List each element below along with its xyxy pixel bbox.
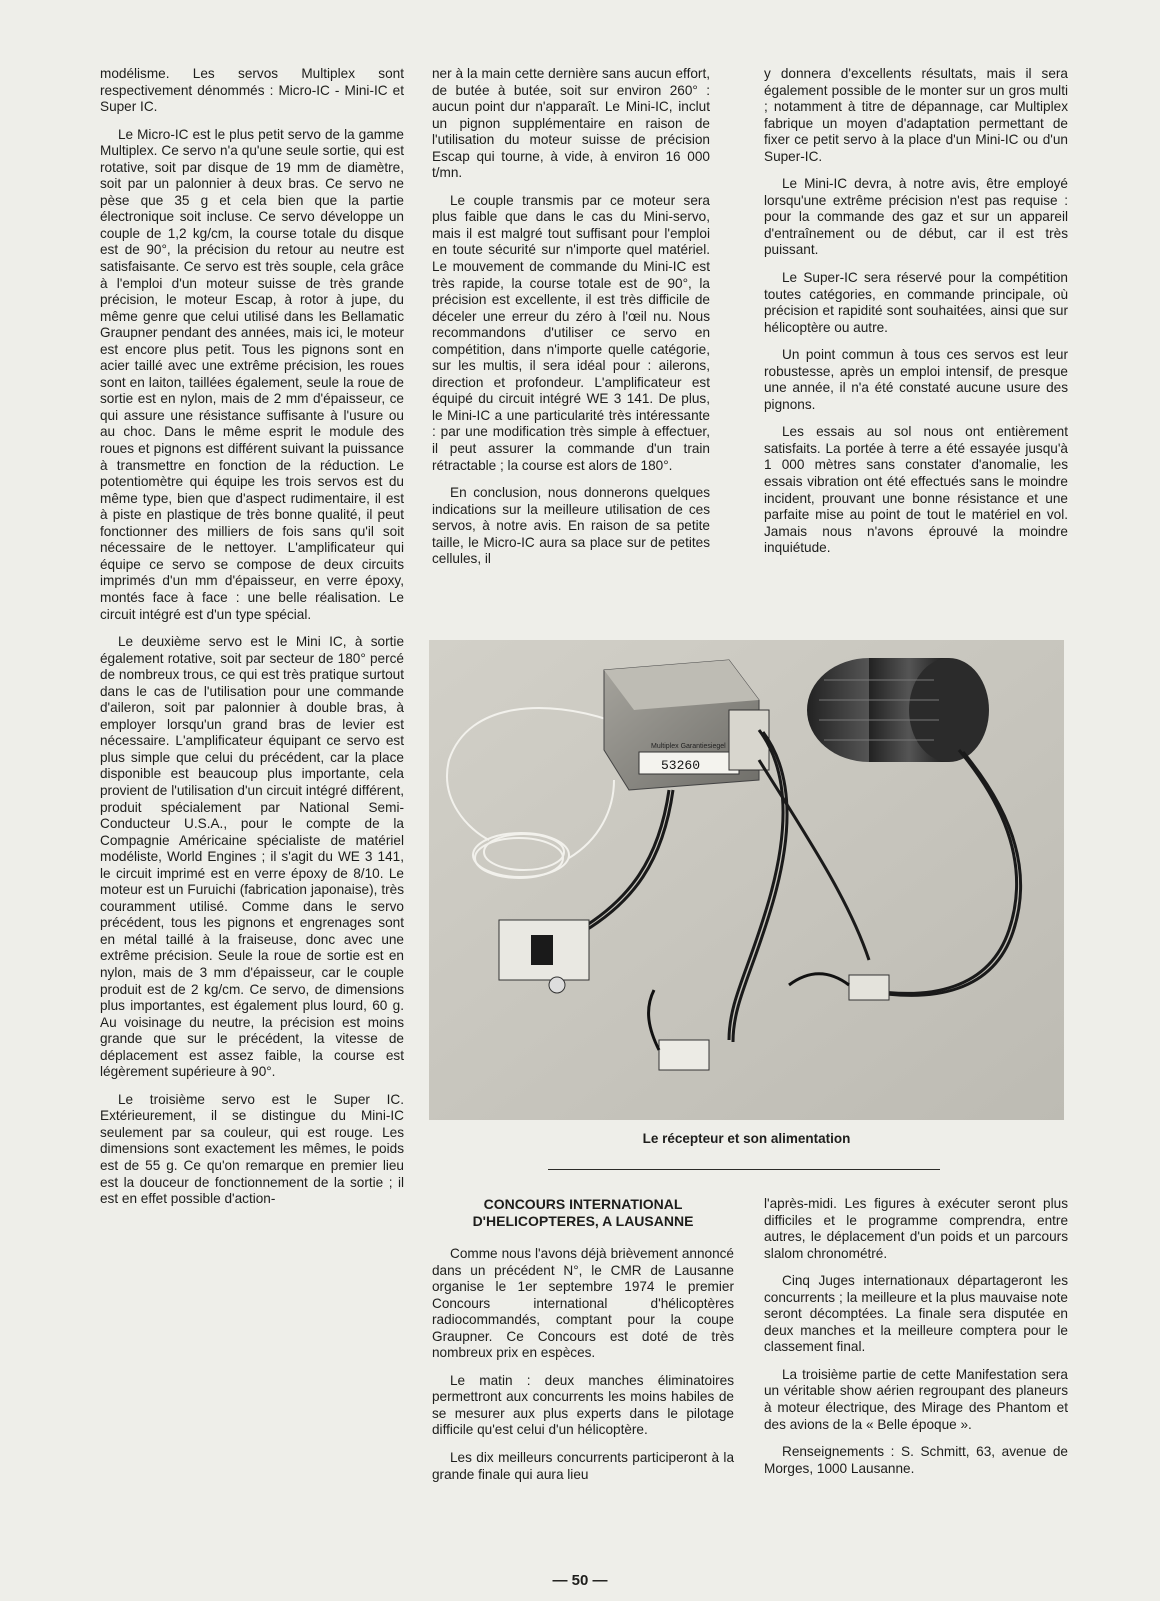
receiver-label: Multiplex Garantiesiegel <box>651 743 726 750</box>
paragraph: Le matin : deux manches éliminatoires permettront aux concurrents les moins habiles de se mesurer aux plus experts dans le pilotage difficile qu'est celui d'un hélicoptère. <box>432 1372 734 1438</box>
receiver-and-battery-image <box>429 640 1064 1120</box>
paragraph: Le Micro-IC est le plus petit servo de la gamme Multiplex. Ce servo n'a qu'une seule sortie, qui est rotative, soit par disque de 19 mm de diamètre, soit par un palonnier à deux bras. Ce servo ne pèse que 35 g et cela bien que la partie électronique soit incluse. Ce servo développe un couple de 1,2 kg/cm, la course totale du disque est de 90°, la précision du retour au neutre est satisfaisante. Ce servo est très souple, cela grâce à l'emploi d'un moteur suisse de très grande précision, le moteur Escap, à rotor à jupe, du même genre que celui utilisé dans les Bellamatic Graupner pendant des années, mais ici, le moteur est encore plus petit. Tous les pignons sont en acier taillé avec une extrême précision, les roues sont en laiton, taillées également, seule la roue de sortie est en nylon, mais de 2 mm d'épaisseur, ce qui assure une résistance suffisante à l'usure ou au choc. Dans le même esprit le module des roues et pignons est différent suivant la puissance à transmettre en fonction de la réduction. Le potentiomètre qui équipe les trois servos est du même type, bien que d'aspect rudimentaire, il est à piste en plastique de très bonne qualité, il peut fonctionner des milliers de fois sans qu'il soit nécessaire de le nettoyer. L'amplificateur qui équipe ce servo se compose de deux circuits imprimés d'un mm d'épaisseur, en verre époxy, montés face à face : une belle réalisation. Le circuit intégré est d'un type spécial. <box>100 126 404 622</box>
paragraph: Les dix meilleurs concurrents participeront à la grande finale qui aura lieu <box>432 1450 734 1482</box>
title-line: D'HELICOPTERES, A LAUSANNE <box>472 1213 694 1229</box>
article-column-2 <box>432 66 710 579</box>
page-number: — 50 — <box>552 1572 608 1589</box>
paragraph: Renseignements : S. Schmitt, 63, avenue de Morges, 1000 Lausanne. <box>764 1444 1068 1476</box>
paragraph: Le couple transmis par ce moteur sera plus faible que dans le cas du Mini-servo, mais il est malgré tout suffisant pour l'emploi en toute sécurité sur n'importe quel matériel. Le mouvement de commande du Mini-IC est très rapide, la course totale est de 90°, la précision est excellente, il est très difficile de déceler une erreur du zéro à l'œil nu. Nous recommandons d'utiliser ce servo en compétition, dans n'importe quelle catégorie, sur les multis, il sera idéal pour : ailerons, direction et profondeur. L'amplificateur est équipé du circuit intégré WE 3 141. De plus, le Mini-IC a une particularité très intéressante : par une modification très simple à effectuer, il peut assurer la commande d'un train rétractable ; la course est alors de 180°. <box>432 192 710 473</box>
receiver-photo <box>429 640 1064 1120</box>
paragraph: modélisme. Les servos Multiplex sont respectivement dénommés : Micro-IC - Mini-IC et Super IC. <box>100 66 404 115</box>
paragraph: y donnera d'excellents résultats, mais il sera également possible de le monter sur un gros multi ; notamment à titre de dépannage, car Multiplex fabrique un moyen d'adaptation permettant de fixer ce petit servo à la place d'un Mini-IC ou d'un Super-IC. <box>764 66 1068 164</box>
title-line: CONCOURS INTERNATIONAL <box>483 1196 683 1212</box>
paragraph: Cinq Juges internationaux départageront les concurrents ; la meilleure et la plus mauvaise note seront décomptées. La finale sera disputée en deux manches et la meilleure comptera pour le classement final. <box>764 1273 1068 1355</box>
paragraph: La troisième partie de cette Manifestation sera un véritable show aérien regroupant des planeurs à moteur électrique, des Mirage des Phantom et des avions de la « Belle époque ». <box>764 1366 1068 1432</box>
paragraph: Les essais au sol nous ont entièrement satisfaits. La portée à terre a été essayée jusqu'à 1 000 mètres sans constater d'anomalie, les essais vibration ont été effectués sans le moindre incident, prouvant une bonne résistance et une parfaite mise au point de tout le matériel en vol. Jamais nous n'avons éprouvé la moindre inquiétude. <box>764 424 1068 556</box>
paragraph: Un point commun à tous ces servos est leur robustesse, après un emploi intensif, de presque une année, il n'a été constaté aucune usure des pignons. <box>764 347 1068 412</box>
paragraph: En conclusion, nous donnerons quelques indications sur la meilleure utilisation de ces servos, à notre avis. En raison de sa petite taille, le Micro-IC aura sa place sur de petites cellules, il <box>432 485 710 567</box>
receiver-serial: 53260 <box>661 758 701 773</box>
paragraph: Le deuxième servo est le Mini IC, à sortie également rotative, soit par secteur de 180° percé de nombreux trous, ce qui est très pratique surtout dans le cas de l'utilisation pour une commande d'aileron, soit par palonnier à double bras, à employer lorsqu'un grand bras de levier est nécessaire. L'amplificateur équipant ce servo est plus simple que celui du précédent, car la place disponible est beaucoup plus importante, cela provient de l'utilisation d'un circuit intégré différent, produit spécialement par National Semi-Conducteur U.S.A., pour le compte de la Compagnie Américaine spécialiste de matériel modéliste, World Engines ; il s'agit du WE 3 141, le circuit imprimé est en verre époxy de 8/10. Le moteur est un Furuichi (fabrication japonaise), très couramment utilisé. Comme dans le servo précédent, tous les pignons et engrenages sont en métal taillé à la fraiseuse, donc avec une extrême précision. Seule la roue de sortie est en nylon, mais de 3 mm d'épaisseur, car le couple produit est de 2 kg/cm. Ce servo, de dimensions plus importantes, est également plus lourd, 60 g. Au voisinage du neutre, la précision est moins grande que sur le précédent, la vitesse de déplacement est assez faible, la course est légèrement supérieure à 90°. <box>100 634 404 1080</box>
paragraph: ner à la main cette dernière sans aucun effort, de butée à butée, soit sur environ 260° : aucun point dur n'apparaît. Le Mini-IC, inclut un pignon supplémentaire en raison de l'utilisation du moteur suisse de précision Escap qui tourne, à vide, à environ 16 000 t/mn. <box>432 66 710 181</box>
paragraph: Le Super-IC sera réservé pour la compétition toutes catégories, en commande principale, où précision et rapidité sont souhaitées, ainsi que sur hélicoptère ou autre. <box>764 270 1068 335</box>
photo-caption: Le récepteur et son alimentation <box>642 1131 851 1146</box>
paragraph: Le Mini-IC devra, à notre avis, être employé lorsqu'une extrême précision n'est pas requise : pour la commande des gaz et sur un appareil d'entraînement ou de début, car il est très puissant. <box>764 176 1068 258</box>
paragraph: Comme nous l'avons déjà brièvement annoncé dans un précédent N°, le CMR de Lausanne organise le 1er septembre 1974 le premier Concours international d'hélicoptères radiocommandés, comptant pour la coupe Graupner. Ce Concours est doté de très nombreux prix en espèces. <box>432 1246 734 1361</box>
section-divider <box>548 1169 940 1170</box>
paragraph: l'après-midi. Les figures à exécuter seront plus difficiles et le programme comprendra, entre autres, le déplacement d'un poids et un parcours slalom chronométré. <box>764 1196 1068 1261</box>
article2-column-1 <box>432 1196 734 1494</box>
article-column-3 <box>764 66 1068 568</box>
article2-title <box>432 1196 734 1230</box>
article-column-1 <box>100 66 404 1219</box>
article2-column-2 <box>764 1196 1068 1488</box>
paragraph: Le troisième servo est le Super IC. Extérieurement, il se distingue du Mini-IC seulement par sa couleur, qui est rouge. Les dimensions sont exactement les mêmes, le poids est de 55 g. Ce qu'on remarque en premier lieu est la douceur de fonctionnement de la sortie ; il est en effet possible d'action- <box>100 1091 404 1207</box>
